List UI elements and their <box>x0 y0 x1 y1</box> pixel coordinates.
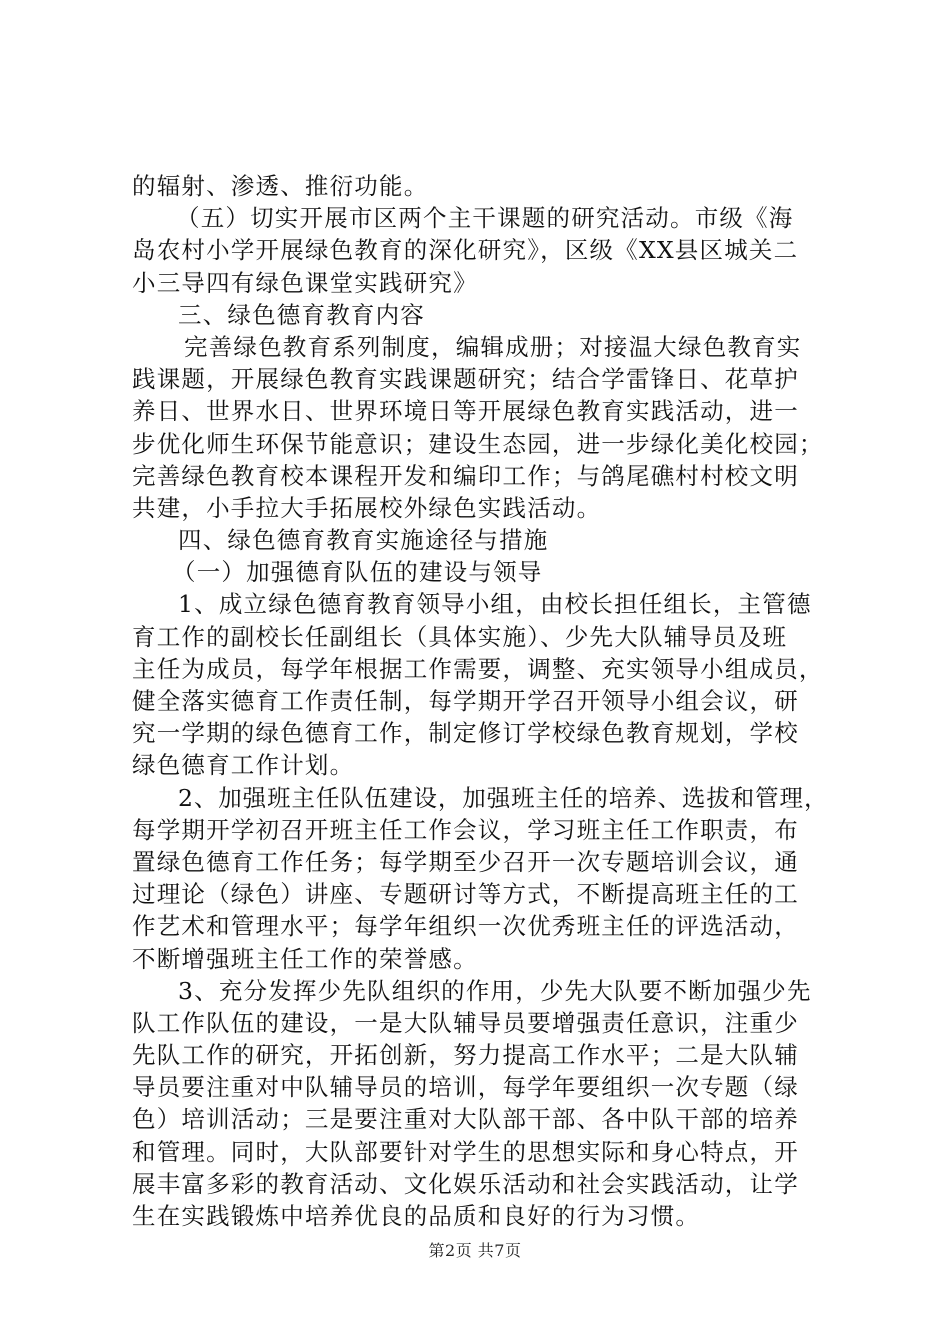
page-number-footer: 第2页 共7页 <box>428 1241 522 1260</box>
text-line: 1、成立绿色德育教育领导小组，由校长担任组长，主管德 <box>178 590 812 619</box>
paragraph-p5 <box>132 524 828 556</box>
text-line: 岛农村小学开展绿色教育的深化研究》，区级《XX县区城关二 <box>132 236 799 265</box>
text-line: （一）加强德育队伍的建设与领导 <box>172 558 543 587</box>
text-line: 四、绿色德育教育实施途径与措施 <box>178 526 549 555</box>
text-line: 的辐射、渗透、推衍功能。 <box>132 172 429 200</box>
paragraph-p7 <box>132 588 828 781</box>
text-line: 作艺术和管理水平；每学年组织一次优秀班主任的评选活动， <box>132 912 799 941</box>
text-line: 三、绿色德育教育内容 <box>178 300 425 329</box>
text-line: 践课题，开展绿色教育实践课题研究；结合学雷锋日、花草护 <box>132 365 799 394</box>
text-line: 展丰富多彩的教育活动、文化娱乐活动和社会实践活动，让学 <box>132 1169 799 1198</box>
document-body <box>132 170 828 1232</box>
text-line: 绿色德育工作计划。 <box>132 751 355 780</box>
paragraph-p2 <box>132 202 828 299</box>
paragraph-p9 <box>132 975 828 1233</box>
text-line: 完善绿色教育校本课程开发和编印工作；与鸽尾礁村村校文明 <box>132 461 799 490</box>
text-line: 置绿色德育工作任务；每学期至少召开一次专题培训会议，通 <box>132 847 799 876</box>
paragraph-p1 <box>132 170 828 202</box>
text-line: 完善绿色教育系列制度，编辑成册；对接温大绿色教育实 <box>184 332 802 361</box>
text-line: 2、加强班主任队伍建设，加强班主任的培养、选拔和管理， <box>178 783 829 812</box>
text-line: 过理论（绿色）讲座、专题研讨等方式，不断提高班主任的工 <box>132 880 799 909</box>
text-line: （五）切实开展市区两个主干课题的研究活动。市级《海 <box>176 204 794 233</box>
text-line: 生在实践锻炼中培养优良的品质和良好的行为习惯。 <box>132 1202 701 1230</box>
text-line: 每学期开学初召开班主任工作会议，学习班主任工作职责，布 <box>132 815 799 844</box>
text-line: 导员要注重对中队辅导员的培训，每学年要组织一次专题（绿 <box>132 1073 799 1102</box>
text-line: 养日、世界水日、世界环境日等开展绿色教育实践活动，进一 <box>132 397 799 426</box>
text-line: 健全落实德育工作责任制，每学期开学召开领导小组会议，研 <box>132 687 799 715</box>
text-line: 先队工作的研究，开拓创新，努力提高工作水平；二是大队辅 <box>132 1041 799 1070</box>
paragraph-p4 <box>132 331 828 524</box>
text-line: 和管理。同时，大队部要针对学生的思想实际和身心特点，开 <box>132 1137 799 1166</box>
text-line: 共建，小手拉大手拓展校外绿色实践活动。 <box>132 493 602 522</box>
paragraph-p3 <box>132 299 828 331</box>
text-line: 究一学期的绿色德育工作，制定修订学校绿色教育规划，学校 <box>132 719 799 748</box>
paragraph-p6 <box>132 556 828 588</box>
text-line: 育工作的副校长任副组长（具体实施）、少先大队辅导员及班 <box>132 622 788 651</box>
text-line: 队工作队伍的建设，一是大队辅导员要增强责任意识，注重少 <box>132 1008 799 1037</box>
text-line: 3、充分发挥少先队组织的作用，少先大队要不断加强少先 <box>178 976 812 1005</box>
text-line: 色）培训活动；三是要注重对大队部干部、各中队干部的培养 <box>132 1105 799 1134</box>
text-line: 不断增强班主任工作的荣誉感。 <box>132 944 478 973</box>
paragraph-p8 <box>132 782 828 975</box>
text-line: 小三导四有绿色课堂实践研究》 <box>132 268 478 297</box>
text-line: 主任为成员，每学年根据工作需要，调整、充实领导小组成员， <box>132 654 824 683</box>
text-line: 步优化师生环保节能意识；建设生态园，进一步绿化美化校园； <box>132 429 824 458</box>
